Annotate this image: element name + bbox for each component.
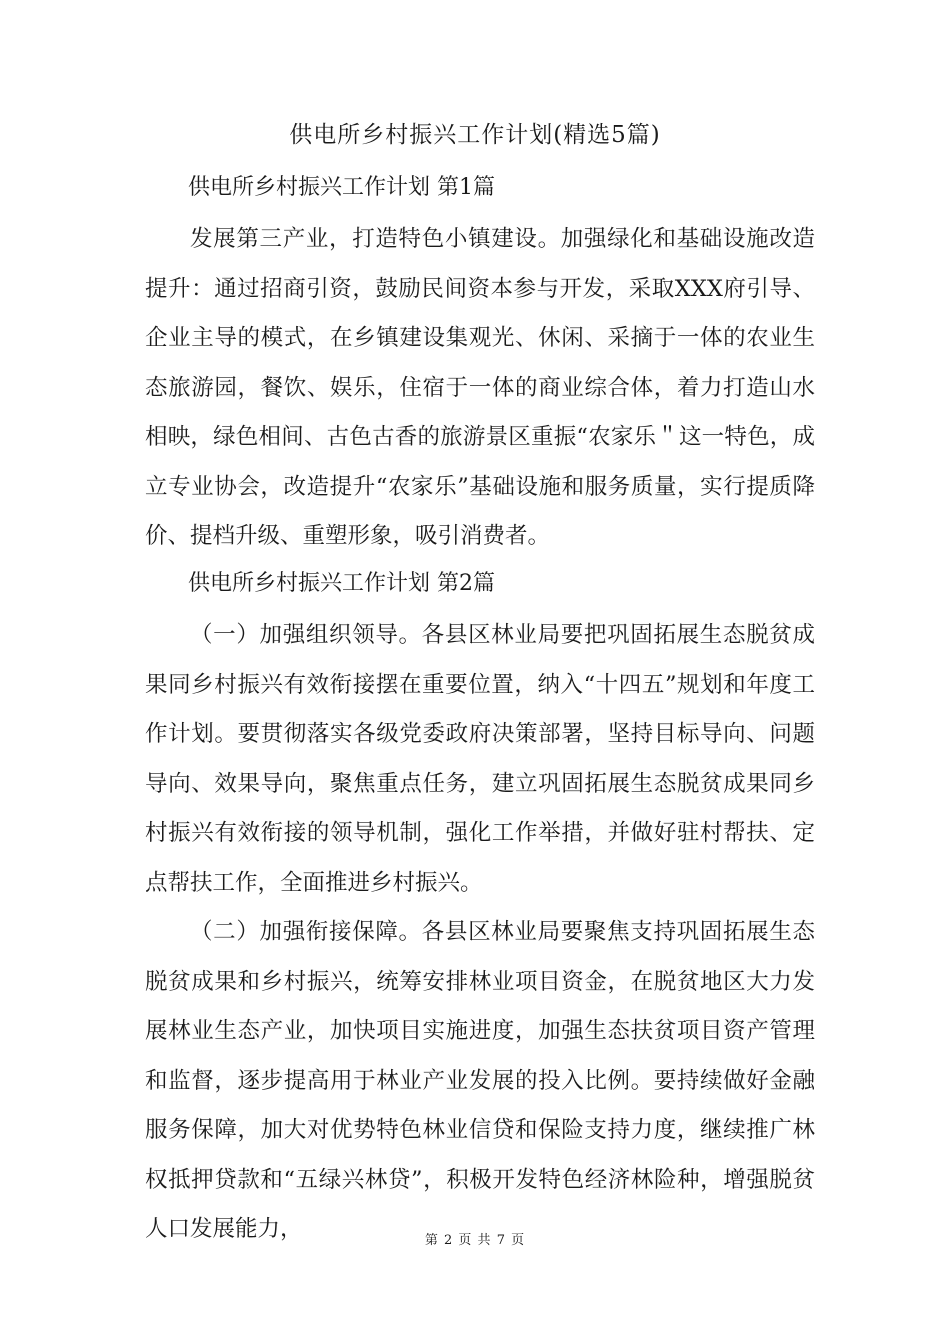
page-footer: 第 2 页 共 7 页: [424, 1233, 526, 1248]
section-heading-1: 供电所乡村振兴工作计划 第1篇: [188, 175, 495, 200]
section-1-paragraph-1: 发展第三产业，打造特色小镇建设。加强绿化和基础设施改造提升：通过招商引资，鼓励民间资本参与开发，采取XXX府引导、企业主导的模式，在乡镇建设集观光、休闲、采摘于一体的农业生态旅游园，餐饮、娱乐，住宿于一体的商业综合体，着力打造山水相映，绿色相间、古色古香的旅游景区重振“农家乐＂这一特色，成立专业协会，改造提升“农家乐”基础设施和服务质量，实行提质降价、提档升级、重塑形象，吸引消费者。: [145, 226, 815, 549]
section-2-paragraph-1: （一）加强组织领导。各县区林业局要把巩固拓展生态脱贫成果同乡村振兴有效衔接摆在重要位置，纳入“十四五”规划和年度工作计划。要贯彻落实各级党委政府决策部署，坚持目标导向、问题导向、效果导向，聚焦重点任务，建立巩固拓展生态脱贫成果同乡村振兴有效衔接的领导机制，强化工作举措，并做好驻村帮扶、定点帮扶工作，全面推进乡村振兴。: [145, 622, 815, 896]
document-title: 供电所乡村振兴工作计划(精选5篇): [289, 122, 661, 148]
section-heading-2: 供电所乡村振兴工作计划 第2篇: [188, 571, 495, 596]
section-2-paragraph-2: （二）加强衔接保障。各县区林业局要聚焦支持巩固拓展生态脱贫成果和乡村振兴，统筹安排林业项目资金，在脱贫地区大力发展林业生态产业，加快项目实施进度，加强生态扶贫项目资产管理和监督，逐步提高用于林业产业发展的投入比例。要持续做好金融服务保障，加大对优势特色林业信贷和保险支持力度，继续推广林权抵押贷款和“五绿兴林贷”，积极开发特色经济林险种，增强脱贫人口发展能力，: [145, 919, 815, 1242]
